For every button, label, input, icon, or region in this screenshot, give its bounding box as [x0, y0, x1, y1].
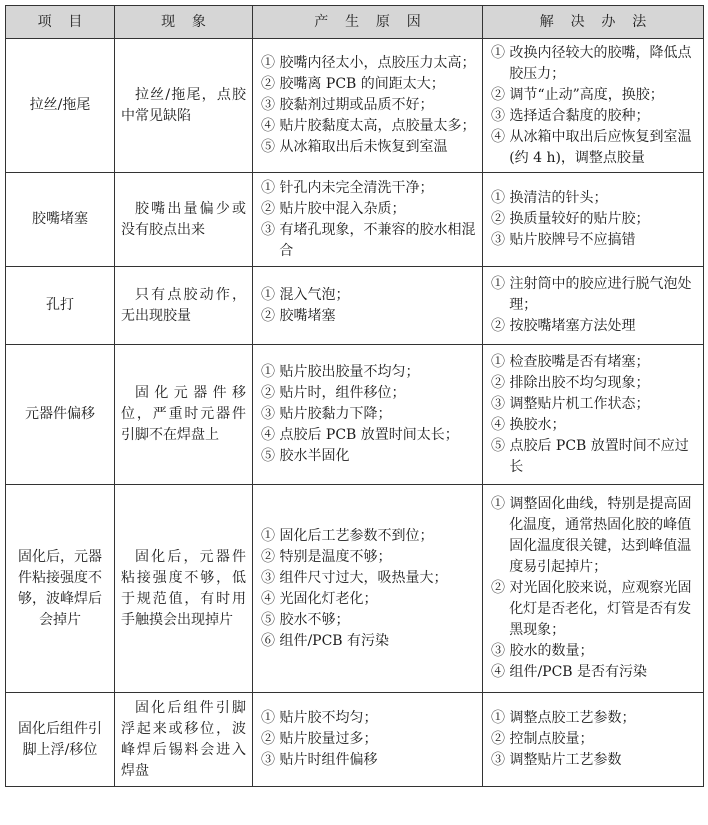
- cause-cell: [253, 173, 483, 267]
- solution-cell: [483, 39, 704, 173]
- phenomenon-cell: 只有点胶动作，无出现胶量: [115, 267, 253, 345]
- cause-cell: [253, 267, 483, 345]
- defect-table: [5, 5, 704, 787]
- phenomenon-cell: 固化后，元器件粘接强度不够，低于规范值，有时用手触摸会出现掉片: [115, 485, 253, 693]
- solution-item: ① 改换内径较大的胶嘴，降低点胶压力；: [491, 44, 692, 82]
- table-row: [6, 39, 704, 173]
- cause-item: ① 针孔内未完全清洗干净；: [261, 179, 434, 196]
- phenomenon-cell: 拉丝/拖尾，点胶中常见缺陷: [115, 39, 253, 173]
- header-solution: 解决办法: [483, 6, 704, 39]
- cause-item: ② 贴片时，组件移位；: [261, 385, 406, 401]
- solution-item: ③ 胶水的数量；: [491, 643, 594, 659]
- cause-item: ③ 贴片胶黏力下降；: [261, 406, 392, 422]
- solution-item: ③ 调整贴片工艺参数: [491, 752, 622, 768]
- cause-item: ④ 点胶后 PCB 放置时间太长；: [261, 427, 459, 443]
- solution-item: ① 注射筒中的胶应进行脱气泡处理；: [491, 276, 692, 313]
- phenomenon-cell: 固化元器件移位，严重时元器件引脚不在焊盘上: [115, 345, 253, 485]
- solution-item: ① 调整点胶工艺参数；: [491, 710, 636, 726]
- item-cell: 胶嘴堵塞: [6, 173, 115, 267]
- item-cell: 固化后，元器件粘接强度不够，波峰焊后会掉片: [6, 485, 115, 693]
- cause-cell: [253, 345, 483, 485]
- cause-item: ⑤ 从冰箱取出后未恢复到室温: [261, 139, 448, 155]
- solution-cell: [483, 693, 704, 787]
- solution-item: ② 控制点胶量；: [491, 731, 594, 747]
- cause-item: ② 胶嘴堵塞: [261, 307, 336, 324]
- phenomenon-cell: 固化后组件引脚浮起来或移位，波峰焊后锡料会进入焊盘: [115, 693, 253, 787]
- cause-item: ② 特别是温度不够；: [261, 548, 392, 565]
- cause-item: ④ 贴片胶黏度太高，点胶量太多；: [261, 118, 476, 134]
- solution-item: ② 换质量较好的贴片胶；: [491, 211, 650, 227]
- cause-item: ① 贴片胶不均匀；: [261, 710, 378, 726]
- header-cause: 产生原因: [253, 6, 483, 39]
- cause-cell: [253, 39, 483, 173]
- cause-item: ② 贴片胶中混入杂质；: [261, 200, 406, 217]
- solution-item: ① 检查胶嘴是否有堵塞；: [491, 353, 650, 370]
- solution-cell: [483, 485, 704, 693]
- table-row: [6, 485, 704, 693]
- item-cell: 孔打: [6, 267, 115, 345]
- cause-cell: [253, 485, 483, 693]
- cause-item: ③ 组件尺寸过大，吸热量大；: [261, 569, 448, 586]
- solution-item: ② 排除出胶不均匀现象；: [491, 374, 650, 391]
- cause-item: ⑤ 胶水半固化: [261, 448, 350, 464]
- solution-item: ② 调节“止动”高度，换胶；: [491, 86, 664, 103]
- table-row: [6, 693, 704, 787]
- solution-item: ④ 换胶水；: [491, 416, 566, 433]
- solution-item: ③ 调整贴片机工作状态；: [491, 395, 650, 412]
- cause-item: ④ 光固化灯老化；: [261, 590, 378, 607]
- solution-cell: [483, 345, 704, 485]
- cause-item: ① 混入气泡；: [261, 286, 350, 303]
- cause-item: ③ 有堵孔现象，不兼容的胶水相混合: [261, 221, 476, 259]
- solution-item: ② 按胶嘴堵塞方法处理: [491, 318, 636, 334]
- solution-cell: [483, 267, 704, 345]
- header-row: [6, 6, 704, 39]
- cause-item: ① 贴片胶出胶量不均匀；: [261, 364, 420, 380]
- table-row: [6, 345, 704, 485]
- solution-item: ① 调整固化曲线，特别是提高固化温度，通常热固化胶的峰值固化温度很关键，达到峰值温度易引起掉片；: [491, 496, 692, 575]
- cause-item: ② 胶嘴离 PCB 的间距太大；: [261, 76, 445, 92]
- solution-item: ① 换清洁的针头；: [491, 190, 608, 206]
- cause-item: ① 胶嘴内径太小，点胶压力太高；: [261, 55, 476, 71]
- phenomenon-cell: 胶嘴出量偏少或没有胶点出来: [115, 173, 253, 267]
- cause-item: ⑤ 胶水不够；: [261, 611, 350, 628]
- solution-item: ③ 选择适合黏度的胶种；: [491, 107, 650, 124]
- solution-item: ④ 从冰箱中取出后应恢复到室温(约 4 h)，调整点胶量: [491, 128, 692, 166]
- cause-item: ⑥ 组件/PCB 有污染: [261, 632, 390, 649]
- cause-item: ① 固化后工艺参数不到位；: [261, 527, 434, 544]
- cause-item: ② 贴片胶量过多；: [261, 731, 378, 747]
- cause-item: ③ 胶黏剂过期或品质不好；: [261, 97, 434, 113]
- solution-cell: [483, 173, 704, 267]
- header-item: 项目: [6, 6, 115, 39]
- item-cell: 固化后组件引脚上浮/移位: [6, 693, 115, 787]
- item-cell: 拉丝/拖尾: [6, 39, 115, 173]
- cause-item: ③ 贴片时组件偏移: [261, 752, 378, 768]
- cause-cell: [253, 693, 483, 787]
- header-phenomenon: 现象: [115, 6, 253, 39]
- solution-item: ③ 贴片胶牌号不应搞错: [491, 232, 636, 248]
- solution-item: ④ 组件/PCB 是否有污染: [491, 664, 648, 680]
- item-cell: 元器件偏移: [6, 345, 115, 485]
- table-row: [6, 173, 704, 267]
- solution-item: ⑤ 点胶后 PCB 放置时间不应过长: [491, 437, 689, 475]
- solution-item: ② 对光固化胶来说，应观察光固化灯是否老化，灯管是否有发黑现象；: [491, 580, 692, 638]
- table-row: [6, 267, 704, 345]
